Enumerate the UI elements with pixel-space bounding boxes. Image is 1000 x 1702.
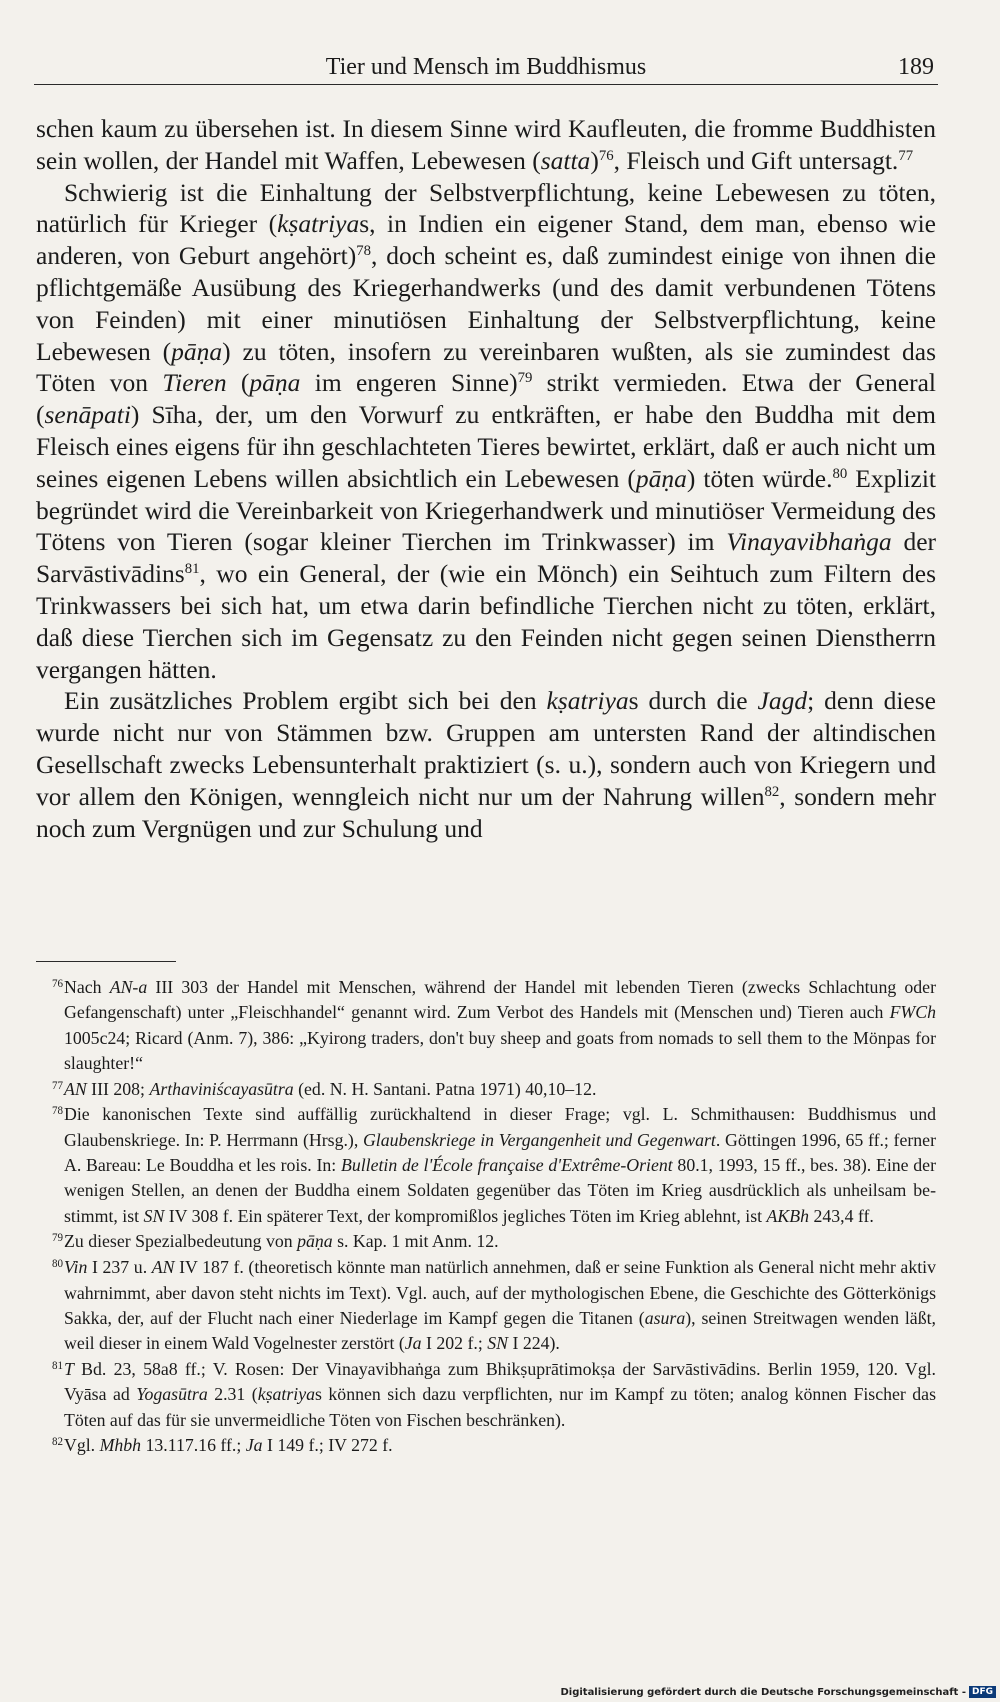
footnote-ref-82[interactable]: 82 [764,783,780,800]
footnote-78: 78Die kanonischen Texte sind auffällig zurückhaltend in dieser Frage; vgl. L. Schmithausen: Buddhismus und Glaubenskriege. In: P. Herrmann (Hrsg.), Glaubenskriege in Vergangenheit und Gegenwart. Göttingen 1996, 65 ff.; ferner A. Bareau: Le Bouddha et les rois. In: Bulletin de l'École française d'Extrême-Orient 80.1, 1993, 15 ff., bes. 38). Eine der wenigen Stellen, an denen der Buddha einem Soldaten gegenüber das Töten im Krieg ausdrücklich als unheilsam bestimmt, ist SN IV 308 f. Ein späterer Text, der kompromißlos jegliches Töten im Krieg ablehnt, ist AKBh 243,4 ff. [51,1104,936,1226]
page-header [34,52,938,85]
footnote-79: 79Zu dieser Spezialbedeutung von pāṇa s. Kap. 1 mit Anm. 12. [51,1231,499,1252]
running-title: Tier und Mensch im Buddhismus [325,54,647,80]
footnote-ref-76[interactable]: 76 [598,147,614,164]
paragraph-2: Schwierig ist die Einhaltung der Selbstverpflichtung, keine Lebewesen zu töten, natürlich für Krieger (kṣatriyas, in Indien ein eigener Stand, dem man, ebenso wie anderen, von Geburt angehört)$^{78}$, doch scheint es, daß zumindest einige von ihnen die pflichtgemäße Ausübung des Kriegerhandwerks (und des damit verbundenen Tötens von Feinden) mit einer minutiösen Einhaltung der Selbstverpflichtung, keine Lebewesen (pāṇa) zu töten, insofern zu vereinbaren wußten, als sie zumindest das Töten von Tieren (pāṇa im engeren Sinne)$^{79}$ strikt vermieden. Etwa der General (senāpati) Sīha, der, um den Vorwurf zu entkräften, er habe den Buddha mit dem Fleisch eines eigens für ihn geschlachteten Tieres bewirtet, erklärt, daß er auch nicht um seines eigenen Lebens willen absichtlich ein Lebewesen (pāṇa) töten würde.$^{80}$ Explizit begründet wird die Vereinbarkeit von Kriegerhandwerk und minutiöser Vermeidung des Tötens von Tieren (sogar kleiner Tierchen im Trinkwasser) im Vinayavibhaṅga der Sarvāstivādins$^{81}$, wo ein General, der (wie ein Mönch) ein Seihtuch zum Filtern des Trinkwassers bei sich hat, um etwa darin befindliche Tierchen nicht zu töten, erklärt, daß diese Tierchen sich im Gegensatz zu den Feinden nicht gegen seinen Dienstherrn vergangen hätten. [36,177,937,684]
digitization-note: Digitalisierung gefördert durch die Deutsche Forschungsgemeinschaft - [560,1687,966,1698]
footnote-82: 82Vgl. Mhbh 13.117.16 ff.; Ja I 149 f.; IV 272 f. [51,1435,393,1456]
footnote-ref-79[interactable]: 79 [517,370,533,387]
page-number: 189 [898,54,934,80]
footnote-ref-78[interactable]: 78 [356,243,372,260]
footnote-ref-81[interactable]: 81 [184,561,200,577]
footnote-80: 80Vin I 237 u. AN IV 187 f. (theoretisch könnte man natürlich annehmen, daß er seine Funktion als General nicht mehr aktiv wahrnimmt, aber davon steht nichts im Text). Vgl. auch, auf der mythologischen Ebene, die Geschichte des Götterkönigs Sakka, der, auf der Flucht nach einer Niederlage im Kampf gegen die Titanen (asura), seinen Streitwagen wenden läßt, weil dieser in einem Wald Vogelnester zerstört (Ja I 202 f.; SN I 224). [51,1257,936,1354]
paragraph-1: schen kaum zu übersehen ist. In diesem Sinne wird Kaufleuten, die fromme Buddhisten sein wollen, der Handel mit Waffen, Lebewesen (satta)$^{76}$, Fleisch und Gift untersagt.$^{77}$ [36,114,936,175]
footnote-77: 77AN III 208; Arthaviniścayasūtra (ed. N. H. Santani. Patna 1971) 40,10–12. [51,1078,597,1099]
footnote-separator [36,961,176,962]
main-text [36,113,936,844]
footnote-76: 76Nach AN-a III 303 der Handel mit Menschen, während der Handel mit lebenden Tieren (zwecks Schlachtung oder Gefangenschaft) unter „Fleischhandel“ genannt wird. Zum Verbot des Handels mit (Menschen und) Tieren auch FWCh 1005c24; Ricard (Anm. 7), 386: „Kyirong traders, don't buy sheep and goats from nomads to sell them to the Mönpas for slaughter!“ [51,977,936,1073]
footnote-ref-80[interactable]: 80 [832,465,848,482]
paragraph-3: Ein zusätzliches Problem ergibt sich bei den kṣatriyas durch die Jagd; denn diese wurde nicht nur von Stämmen bzw. Gruppen am untersten Rand der altindischen Gesellschaft zwecks Lebensunterhalt praktiziert (s. u.), sondern auch von Kriegern und vor allem den Königen, wenngleich nicht nur um der Nahrung willen$^{82}$, sondern mehr noch zum Vergnügen und zur Schulung und [36,686,936,843]
dfg-logo: DFG [969,1686,996,1698]
footnote-81: 81T Bd. 23, 58a8 ff.; V. Rosen: Der Vinayavibhaṅga zum Bhikṣuprātimokṣa der Sarvāstivādins. Berlin 1959, 120. Vgl. Vyāsa ad Yogasūtra 2.31 (kṣatriyas können sich dazu verpflichten, nur im Kampf zu töten; analog können Fischer das Töten auf das für sie unvermeidliche Töten von Fischen beschränken). [51,1358,936,1430]
footnote-ref-77[interactable]: 77 [898,147,914,164]
digitization-footer [560,1686,996,1700]
footnotes [36,975,936,1459]
